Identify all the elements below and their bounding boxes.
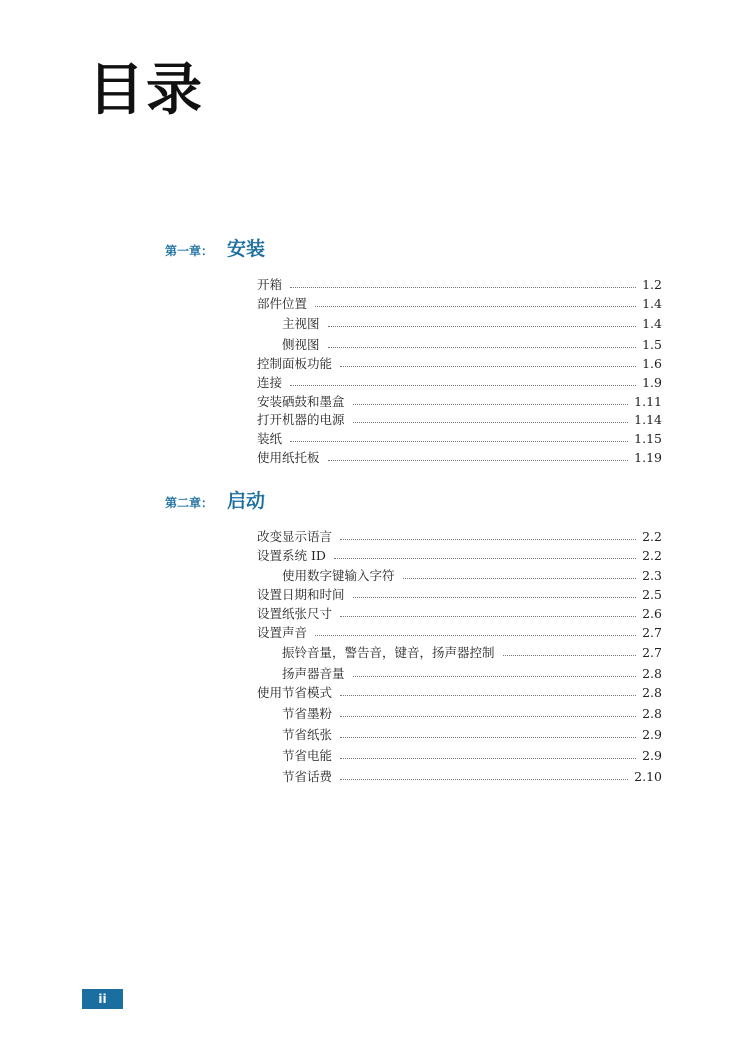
toc-entry-page: 2.6 <box>642 606 662 622</box>
dot-leader <box>340 366 636 367</box>
dot-leader <box>340 779 628 780</box>
dot-leader <box>290 385 636 386</box>
toc-entry-page: 1.6 <box>642 356 662 372</box>
toc-entry-label: 使用节省模式 <box>257 685 333 701</box>
toc-entry-label: 设置声音 <box>257 624 308 640</box>
dot-leader <box>340 539 636 540</box>
toc-entry-label: 装纸 <box>257 431 283 447</box>
toc-entry-page: 1.5 <box>642 337 662 353</box>
toc-entry-label: 控制面板功能 <box>257 356 333 372</box>
toc-entry-label: 部件位置 <box>257 295 308 311</box>
toc-subentry[interactable] <box>257 766 662 787</box>
chapter-1-name: 安装 <box>227 238 266 260</box>
dot-leader <box>340 737 636 738</box>
toc-entry[interactable] <box>257 605 662 624</box>
dot-leader <box>315 635 636 636</box>
toc-entry-page: 2.10 <box>634 769 662 785</box>
chapter-2-label: 第二章： <box>165 496 214 510</box>
toc-entry[interactable] <box>257 355 662 374</box>
dot-leader <box>340 695 636 696</box>
toc-subentry[interactable] <box>257 703 662 724</box>
dot-leader <box>328 460 629 461</box>
toc-entry-label: 开箱 <box>257 277 283 292</box>
dot-leader <box>340 758 636 759</box>
toc-subentry[interactable] <box>257 724 662 745</box>
toc-entry-label: 节省电能 <box>282 748 333 764</box>
toc-entry[interactable] <box>257 684 662 703</box>
chapter-1-heading <box>165 234 665 260</box>
toc-entry-page: 1.4 <box>642 295 662 311</box>
toc-subentry[interactable] <box>257 745 662 766</box>
toc-subentry[interactable] <box>257 565 662 586</box>
toc-subentry[interactable] <box>257 313 662 334</box>
toc-entry-page: 1.14 <box>634 412 662 428</box>
chapter-1-toc <box>257 276 662 468</box>
chapter-2-name: 启动 <box>227 490 266 512</box>
toc-entry-page: 1.2 <box>642 277 662 292</box>
toc-entry[interactable] <box>257 528 662 547</box>
toc-entry[interactable] <box>257 393 662 412</box>
toc-entry-label: 节省话费 <box>282 769 333 785</box>
dot-leader <box>334 558 636 559</box>
toc-entry-page: 1.11 <box>634 393 662 409</box>
page-title: 目录 <box>88 58 204 123</box>
toc-entry-label: 安装硒鼓和墨盒 <box>257 393 345 409</box>
dot-leader <box>290 287 636 288</box>
toc-entry-page: 2.2 <box>642 529 662 544</box>
toc-subentry[interactable] <box>257 642 662 663</box>
toc-entry-page: 2.8 <box>642 685 662 701</box>
dot-leader <box>340 716 636 717</box>
toc-entry-page: 2.9 <box>642 727 662 743</box>
toc-entry-page: 2.7 <box>642 645 662 661</box>
toc-entry-page: 2.8 <box>642 706 662 722</box>
dot-leader <box>503 655 636 656</box>
chapter-2 <box>165 486 665 785</box>
toc-entry-label: 连接 <box>257 375 283 391</box>
toc-entry[interactable] <box>257 276 662 295</box>
toc-entry[interactable] <box>257 547 662 566</box>
chapter-1 <box>165 234 665 465</box>
dot-leader <box>353 404 629 405</box>
toc-entry-label: 节省墨粉 <box>282 706 333 722</box>
toc-entry[interactable] <box>257 430 662 449</box>
dot-leader <box>403 578 636 579</box>
toc-entry-label: 设置纸张尺寸 <box>257 606 333 622</box>
dot-leader <box>353 422 629 423</box>
toc-entry-label: 使用纸托板 <box>257 449 320 465</box>
page-number-badge: ii <box>82 989 123 1009</box>
toc-entry-page: 1.9 <box>642 375 662 391</box>
dot-leader <box>328 347 636 348</box>
toc-entry-page: 1.15 <box>634 431 662 447</box>
toc-subentry[interactable] <box>257 663 662 684</box>
toc-entry-label: 扬声器音量 <box>282 666 345 682</box>
toc-entry-label: 打开机器的电源 <box>257 412 345 428</box>
toc-entry-label: 使用数字键输入字符 <box>282 568 395 584</box>
toc-entry[interactable] <box>257 374 662 393</box>
toc-entry-page: 2.9 <box>642 748 662 764</box>
chapter-2-toc <box>257 528 662 787</box>
toc-entry-page: 1.19 <box>634 449 662 465</box>
toc-entry-label: 振铃音量，警告音，键音，扬声器控制 <box>282 645 495 661</box>
toc-entry-label: 侧视图 <box>282 337 320 353</box>
chapter-2-heading <box>165 486 665 512</box>
dot-leader <box>315 306 636 307</box>
toc-entry[interactable] <box>257 411 662 430</box>
toc-entry[interactable] <box>257 295 662 314</box>
toc-entry[interactable] <box>257 449 662 468</box>
dot-leader <box>353 676 636 677</box>
toc-entry[interactable] <box>257 624 662 643</box>
toc-entry-page: 2.2 <box>642 547 662 563</box>
toc-entry-label: 节省纸张 <box>282 727 333 743</box>
toc-entry-page: 2.5 <box>642 587 662 603</box>
toc-subentry[interactable] <box>257 334 662 355</box>
toc-entry-label: 设置系统 ID <box>257 547 326 563</box>
dot-leader <box>328 326 636 327</box>
dot-leader <box>353 597 636 598</box>
toc-entry-label: 设置日期和时间 <box>257 587 345 603</box>
toc-entry-page: 2.3 <box>642 568 662 584</box>
toc-entry-label: 改变显示语言 <box>257 529 333 544</box>
toc-entry-page: 2.7 <box>642 624 662 640</box>
chapter-1-label: 第一章： <box>165 244 214 258</box>
dot-leader <box>290 441 628 442</box>
toc-entry-label: 主视图 <box>282 316 320 332</box>
toc-entry-page: 2.8 <box>642 666 662 682</box>
dot-leader <box>340 616 636 617</box>
toc-entry[interactable] <box>257 586 662 605</box>
toc-entry-page: 1.4 <box>642 316 662 332</box>
